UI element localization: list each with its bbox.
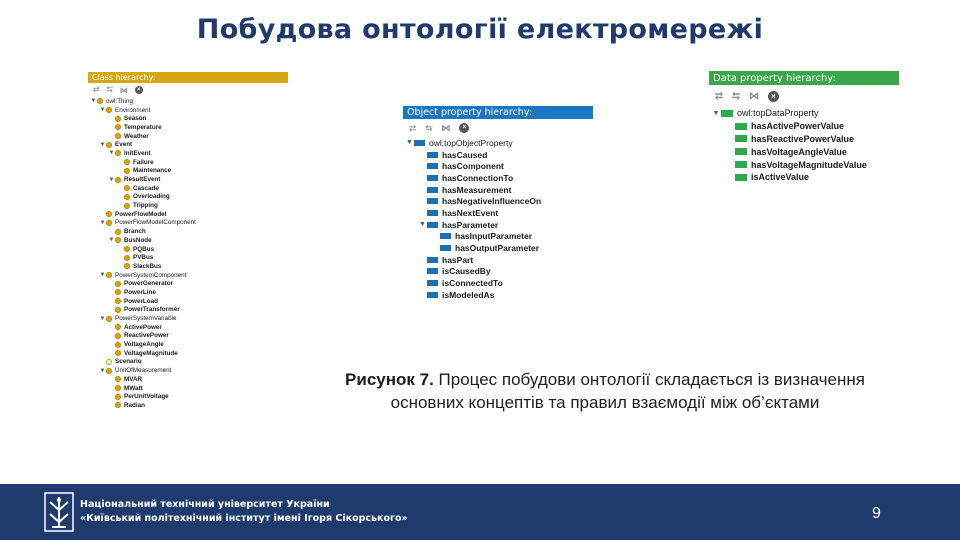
tree-row[interactable]	[88, 219, 288, 228]
tree-label: PowerSystemVariable	[115, 315, 177, 323]
caption-line1: Процес побудови онтології складається із визначення	[433, 370, 865, 389]
class-icon	[106, 368, 112, 374]
delete-property-icon[interactable]: ⋈	[749, 90, 759, 102]
class-icon	[124, 159, 130, 165]
property-icon	[735, 161, 747, 168]
tree-row[interactable]	[88, 279, 288, 288]
footer-line2: «Київський політехнічний інститут імені Ігоря Сікорського»	[80, 513, 408, 524]
tree-label: hasOutputParameter	[455, 243, 540, 254]
tree-label: owl:topDataProperty	[737, 108, 819, 119]
tree-label: hasInputParameter	[455, 231, 532, 242]
class-icon	[97, 98, 103, 104]
clear-icon[interactable]: ×	[135, 86, 143, 94]
property-icon	[427, 163, 438, 169]
property-icon	[427, 187, 438, 193]
tree-label: PQBus	[133, 245, 154, 253]
tree-label: hasVoltageAngleValue	[751, 146, 847, 157]
tree-row[interactable]	[709, 133, 899, 146]
tree-label: hasVoltageMagnitudeValue	[751, 159, 867, 170]
tree-row[interactable]	[403, 160, 593, 172]
class-icon	[115, 324, 121, 330]
tree-label: isActiveValue	[751, 172, 810, 183]
tree-row[interactable]	[88, 193, 288, 202]
footer	[0, 484, 960, 540]
property-icon	[427, 210, 438, 216]
property-icon	[427, 152, 438, 158]
tree-row[interactable]	[403, 277, 593, 289]
tree-row[interactable]	[88, 201, 288, 210]
class-icon	[115, 333, 121, 339]
class-icon	[124, 203, 130, 209]
class-icon	[106, 220, 112, 226]
tree-label: PowerLine	[124, 288, 156, 296]
tree-row[interactable]	[403, 219, 593, 231]
tree-row[interactable]	[88, 184, 288, 193]
tree-label: owl:topObjectProperty	[429, 137, 513, 148]
class-icon	[115, 289, 121, 295]
expand-triangle-icon[interactable]: ▼	[99, 315, 106, 322]
tree-row[interactable]	[403, 149, 593, 161]
tree-label: hasMeasurement	[442, 184, 512, 195]
tree-row[interactable]	[88, 123, 288, 132]
class-icon	[115, 342, 121, 348]
tree-row[interactable]	[88, 288, 288, 297]
tree-row[interactable]	[88, 167, 288, 176]
property-icon	[735, 174, 747, 181]
class-icon	[106, 316, 112, 322]
slide-title: Побудова онтології електромережі	[196, 14, 764, 45]
footer-line1: Національний технічний університет України	[80, 499, 330, 510]
add-sibling-icon[interactable]: ⮀	[106, 85, 113, 94]
data-property-panel	[709, 71, 899, 195]
tree-label: PowerTransformer	[124, 306, 180, 314]
class-icon	[115, 150, 121, 156]
caption-line2: основних концептів та правил взаємодії між об’єктами	[390, 393, 820, 412]
add-sibling-property-icon[interactable]: ⮀	[732, 90, 740, 102]
class-icon	[106, 211, 112, 217]
caption-label: Рисунок 7.	[345, 370, 434, 389]
tree-label: MWatt	[124, 384, 143, 392]
class-hierarchy-header: Class hierarchy:	[88, 72, 288, 83]
tree-label: hasComponent	[442, 161, 504, 172]
tree-row[interactable]	[403, 207, 593, 219]
tree-row[interactable]	[403, 231, 593, 243]
expand-triangle-icon[interactable]: ▼	[108, 176, 115, 183]
property-icon	[440, 233, 451, 239]
tree-row[interactable]	[88, 349, 288, 358]
add-subproperty-icon[interactable]: ⮂	[409, 122, 417, 133]
tree-row[interactable]	[88, 253, 288, 262]
tree-row[interactable]	[88, 323, 288, 332]
clear-icon[interactable]: ×	[768, 91, 779, 102]
property-icon	[427, 292, 438, 298]
tree-label: Event	[115, 141, 133, 149]
tree-row[interactable]	[88, 306, 288, 315]
property-icon	[427, 280, 438, 286]
property-icon	[440, 245, 451, 251]
tree-row[interactable]	[88, 175, 288, 184]
expand-triangle-icon[interactable]: ▼	[99, 107, 106, 114]
tree-label: SlackBus	[133, 262, 162, 270]
footer-text	[80, 498, 408, 526]
class-hierarchy-toolbar	[88, 83, 288, 97]
tree-row[interactable]	[88, 210, 288, 219]
tree-row[interactable]	[88, 106, 288, 115]
property-icon	[427, 222, 438, 228]
tree-row[interactable]	[88, 401, 288, 410]
class-hierarchy-panel	[88, 72, 288, 412]
tree-row[interactable]	[88, 332, 288, 341]
class-icon	[106, 142, 112, 148]
class-icon	[124, 168, 130, 174]
clear-icon[interactable]: ×	[459, 123, 469, 133]
tree-row[interactable]	[88, 236, 288, 245]
tree-label: Radian	[124, 401, 145, 409]
tree-label: hasActivePowerValue	[751, 121, 845, 132]
tree-label: Maintenance	[133, 167, 172, 175]
tree-label: ReactivePower	[124, 332, 169, 340]
add-sibling-property-icon[interactable]: ⮀	[425, 122, 433, 133]
class-icon	[115, 376, 121, 382]
tree-row[interactable]	[403, 289, 593, 301]
tree-row[interactable]	[88, 140, 288, 149]
data-property-header: Data property hierarchy:	[709, 71, 899, 85]
tree-row[interactable]	[709, 120, 899, 133]
tree-row[interactable]	[709, 145, 899, 158]
add-subproperty-icon[interactable]: ⮂	[715, 90, 723, 102]
property-icon	[427, 257, 438, 263]
class-icon	[106, 272, 112, 278]
tree-row[interactable]	[709, 158, 899, 171]
tree-row[interactable]	[88, 271, 288, 280]
tree-label: Temperature	[124, 123, 162, 131]
class-icon	[115, 124, 121, 130]
tree-label: Scenario	[115, 358, 142, 366]
tree-label: BusNode	[124, 236, 152, 244]
class-icon	[106, 107, 112, 113]
object-property-panel	[403, 106, 593, 311]
tree-label: hasPart	[442, 254, 474, 265]
tree-label: UnitOfMeasurement	[115, 367, 172, 375]
tree-row[interactable]	[88, 114, 288, 123]
tree-row[interactable]	[88, 384, 288, 393]
tree-row[interactable]	[88, 375, 288, 384]
tree-label: hasReactivePowerValue	[751, 133, 855, 144]
class-icon	[115, 133, 121, 139]
expand-triangle-icon[interactable]: ▼	[712, 109, 720, 117]
tree-row[interactable]	[403, 242, 593, 254]
tree-label: VoltageAngle	[124, 341, 164, 349]
tree-label: Weather	[124, 132, 149, 140]
class-icon	[106, 359, 112, 365]
tree-row[interactable]	[88, 97, 288, 106]
tree-row[interactable]	[88, 132, 288, 141]
data-property-tree	[709, 107, 899, 184]
page-number: 9	[872, 505, 881, 522]
tree-row[interactable]	[88, 158, 288, 167]
property-icon	[414, 140, 425, 146]
class-icon	[115, 177, 121, 183]
object-property-toolbar	[403, 119, 593, 137]
tree-row[interactable]	[403, 195, 593, 207]
class-icon	[115, 394, 121, 400]
class-icon	[115, 385, 121, 391]
delete-property-icon[interactable]: ⋈	[441, 122, 451, 133]
tree-label: hasNegativeInfluenceOn	[442, 196, 542, 207]
tree-label: MVAR	[124, 375, 143, 383]
tree-row[interactable]	[88, 297, 288, 306]
tree-label: isConnectedTo	[442, 278, 503, 289]
tree-label: VoltageMagnitude	[124, 349, 178, 357]
property-icon	[735, 123, 747, 130]
expand-triangle-icon[interactable]: ▼	[99, 219, 106, 226]
class-icon	[115, 307, 121, 313]
tree-label: isCausedBy	[442, 266, 491, 277]
tree-label: isModeledAs	[442, 289, 495, 300]
delete-class-icon[interactable]: ⋈	[119, 85, 128, 95]
tree-row[interactable]	[88, 340, 288, 349]
tree-label: Tripping	[133, 202, 158, 210]
property-icon	[735, 135, 747, 142]
tree-row[interactable]	[403, 137, 593, 149]
class-icon	[124, 255, 130, 261]
class-icon	[124, 263, 130, 269]
figure-caption	[300, 368, 910, 414]
expand-triangle-icon[interactable]: ▼	[419, 221, 426, 229]
tree-row[interactable]	[88, 358, 288, 367]
tree-label: PVBus	[133, 254, 154, 262]
tree-row[interactable]	[403, 184, 593, 196]
tree-label: Branch	[124, 228, 146, 236]
tree-label: hasCaused	[442, 149, 488, 160]
tree-row[interactable]	[88, 149, 288, 158]
property-icon	[427, 175, 438, 181]
tree-label: Cascade	[133, 184, 159, 192]
tree-label: Environment	[115, 106, 151, 114]
class-icon	[115, 298, 121, 304]
tree-label: Overloading	[133, 193, 170, 201]
tree-row[interactable]	[709, 171, 899, 184]
class-icon	[115, 229, 121, 235]
university-logo-icon	[44, 492, 74, 532]
tree-row[interactable]	[403, 266, 593, 278]
expand-triangle-icon[interactable]: ▼	[406, 139, 413, 147]
object-property-header: Object property hierarchy:	[403, 106, 593, 119]
tree-row[interactable]	[403, 172, 593, 184]
tree-row[interactable]	[88, 392, 288, 401]
property-icon	[721, 110, 733, 117]
tree-row[interactable]	[709, 107, 899, 120]
tree-label: PowerSystemComponent	[115, 271, 187, 279]
class-icon	[115, 116, 121, 122]
tree-row[interactable]	[88, 262, 288, 271]
expand-triangle-icon[interactable]: ▼	[108, 237, 115, 244]
tree-label: PerUnitVoltage	[124, 393, 169, 401]
tree-row[interactable]	[88, 227, 288, 236]
tree-label: PowerFlowModel	[115, 210, 167, 218]
class-icon	[124, 194, 130, 200]
tree-label: hasNextEvent	[442, 207, 499, 218]
tree-label: InitEvent	[124, 149, 151, 157]
expand-triangle-icon[interactable]: ▼	[99, 272, 106, 279]
tree-row[interactable]	[88, 245, 288, 254]
tree-label: hasParameter	[442, 219, 499, 230]
tree-label: owl:Thing	[106, 97, 133, 105]
tree-label: PowerGenerator	[124, 280, 173, 288]
class-tree	[88, 97, 288, 410]
add-subclass-icon[interactable]: ⮂	[93, 85, 100, 94]
tree-label: ResultEvent	[124, 176, 161, 184]
tree-row[interactable]	[88, 314, 288, 323]
class-icon	[115, 350, 121, 356]
class-icon	[115, 237, 121, 243]
tree-label: PowerLoad	[124, 297, 158, 305]
class-icon	[124, 246, 130, 252]
expand-triangle-icon[interactable]: ▼	[108, 150, 115, 157]
tree-label: ActivePower	[124, 323, 162, 331]
class-icon	[115, 281, 121, 287]
class-icon	[124, 185, 130, 191]
expand-triangle-icon[interactable]: ▼	[99, 367, 106, 374]
property-icon	[735, 148, 747, 155]
expand-triangle-icon[interactable]: ▼	[99, 141, 106, 148]
tree-label: Season	[124, 115, 147, 123]
tree-label: PowerFlowModelComponent	[115, 219, 196, 227]
data-property-toolbar	[709, 85, 899, 107]
tree-label: hasConnectionTo	[442, 172, 514, 183]
property-icon	[427, 268, 438, 274]
tree-row[interactable]	[403, 254, 593, 266]
expand-triangle-icon[interactable]: ▼	[90, 98, 97, 105]
object-property-tree	[403, 137, 593, 301]
tree-label: Failure	[133, 158, 154, 166]
property-icon	[427, 198, 438, 204]
class-icon	[115, 402, 121, 408]
tree-row[interactable]	[88, 366, 288, 375]
